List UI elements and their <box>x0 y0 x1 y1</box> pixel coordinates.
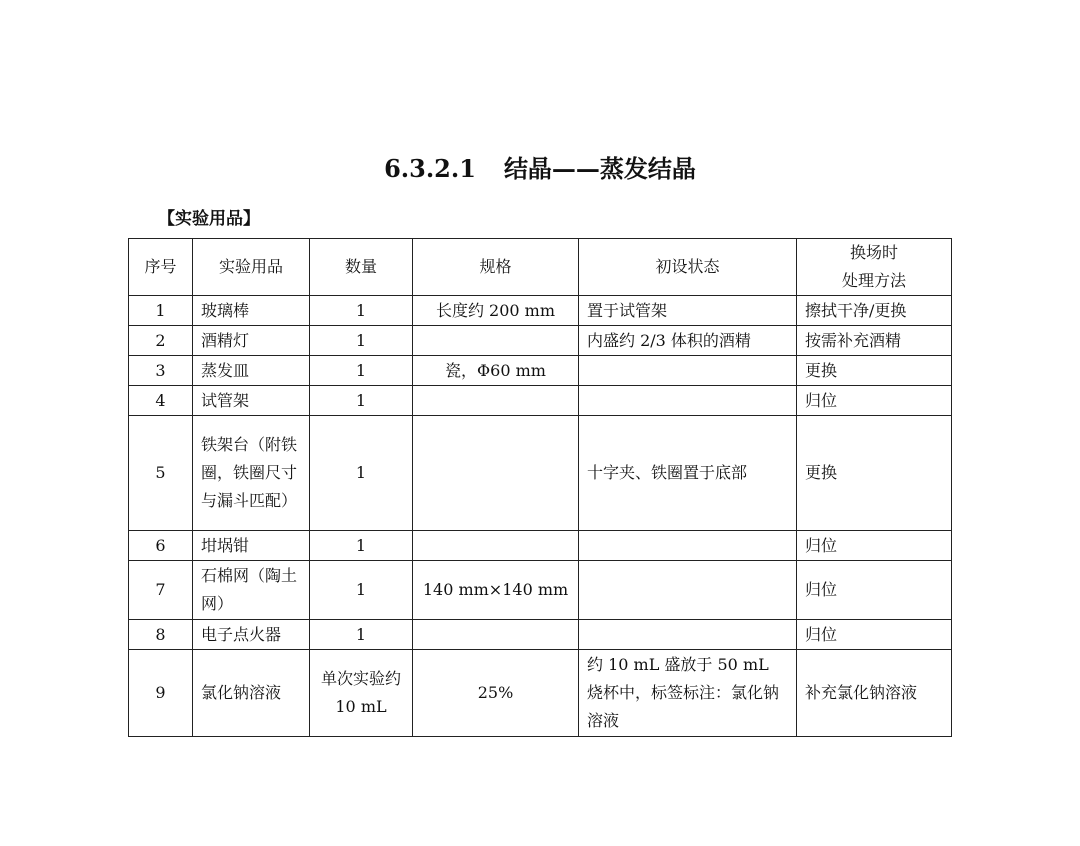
cell-handling: 归位 <box>797 561 952 620</box>
cell-item: 玻璃棒 <box>193 296 310 326</box>
cell-spec <box>413 326 579 356</box>
cell-index: 2 <box>129 326 193 356</box>
cell-handling: 更换 <box>797 356 952 386</box>
table-row <box>129 561 952 620</box>
cell-spec: 25% <box>413 650 579 737</box>
cell-item: 电子点火器 <box>193 620 310 650</box>
cell-item: 蒸发皿 <box>193 356 310 386</box>
table-row <box>129 296 952 326</box>
cell-item: 铁架台（附铁圈，铁圈尺寸与漏斗匹配） <box>193 416 310 531</box>
equipment-table <box>128 238 952 737</box>
cell-index: 8 <box>129 620 193 650</box>
cell-item: 试管架 <box>193 386 310 416</box>
cell-quantity: 1 <box>310 620 413 650</box>
cell-item: 氯化钠溶液 <box>193 650 310 737</box>
section-number: 6.3.2.1 <box>384 154 476 183</box>
cell-initial-state <box>579 620 797 650</box>
cell-item: 坩埚钳 <box>193 531 310 561</box>
cell-initial-state: 置于试管架 <box>579 296 797 326</box>
header-initial-state: 初设状态 <box>579 239 797 296</box>
cell-quantity: 1 <box>310 561 413 620</box>
table-row <box>129 650 952 737</box>
cell-initial-state: 内盛约 2/3 体积的酒精 <box>579 326 797 356</box>
cell-spec <box>413 386 579 416</box>
cell-spec <box>413 416 579 531</box>
table-row <box>129 531 952 561</box>
cell-index: 3 <box>129 356 193 386</box>
cell-index: 1 <box>129 296 193 326</box>
cell-index: 7 <box>129 561 193 620</box>
cell-quantity: 1 <box>310 296 413 326</box>
cell-initial-state: 约 10 mL 盛放于 50 mL 烧杯中，标签标注：氯化钠溶液 <box>579 650 797 737</box>
header-handling <box>797 239 952 296</box>
cell-index: 4 <box>129 386 193 416</box>
cell-initial-state <box>579 561 797 620</box>
cell-handling: 归位 <box>797 531 952 561</box>
header-quantity: 数量 <box>310 239 413 296</box>
cell-spec: 长度约 200 mm <box>413 296 579 326</box>
cell-spec: 瓷，Φ60 mm <box>413 356 579 386</box>
cell-index: 5 <box>129 416 193 531</box>
header-index: 序号 <box>129 239 193 296</box>
section-title: 结晶——蒸发结晶 <box>503 154 696 183</box>
cell-initial-state <box>579 356 797 386</box>
cell-initial-state: 十字夹、铁圈置于底部 <box>579 416 797 531</box>
cell-initial-state <box>579 386 797 416</box>
cell-item: 酒精灯 <box>193 326 310 356</box>
cell-quantity: 1 <box>310 416 413 531</box>
header-item: 实验用品 <box>193 239 310 296</box>
cell-index: 9 <box>129 650 193 737</box>
table-row <box>129 416 952 531</box>
header-handling-line2: 处理方法 <box>841 271 906 290</box>
table-row <box>129 386 952 416</box>
cell-handling: 按需补充酒精 <box>797 326 952 356</box>
cell-handling: 擦拭干净/更换 <box>797 296 952 326</box>
cell-handling: 归位 <box>797 386 952 416</box>
cell-quantity: 单次实验约 10 mL <box>310 650 413 737</box>
cell-handling: 补充氯化钠溶液 <box>797 650 952 737</box>
header-handling-line1: 换场时 <box>849 243 898 262</box>
table-row <box>129 356 952 386</box>
cell-quantity: 1 <box>310 356 413 386</box>
cell-quantity: 1 <box>310 386 413 416</box>
cell-quantity: 1 <box>310 326 413 356</box>
cell-initial-state <box>579 531 797 561</box>
table-row <box>129 620 952 650</box>
cell-handling: 归位 <box>797 620 952 650</box>
cell-index: 6 <box>129 531 193 561</box>
header-spec: 规格 <box>413 239 579 296</box>
equipment-subheading: 【实验用品】 <box>158 209 260 229</box>
section-heading <box>0 152 1080 186</box>
cell-item: 石棉网（陶土网） <box>193 561 310 620</box>
cell-quantity: 1 <box>310 531 413 561</box>
cell-spec: 140 mm×140 mm <box>413 561 579 620</box>
cell-spec <box>413 531 579 561</box>
cell-handling: 更换 <box>797 416 952 531</box>
table-header-row <box>129 239 952 296</box>
table-row <box>129 326 952 356</box>
cell-spec <box>413 620 579 650</box>
